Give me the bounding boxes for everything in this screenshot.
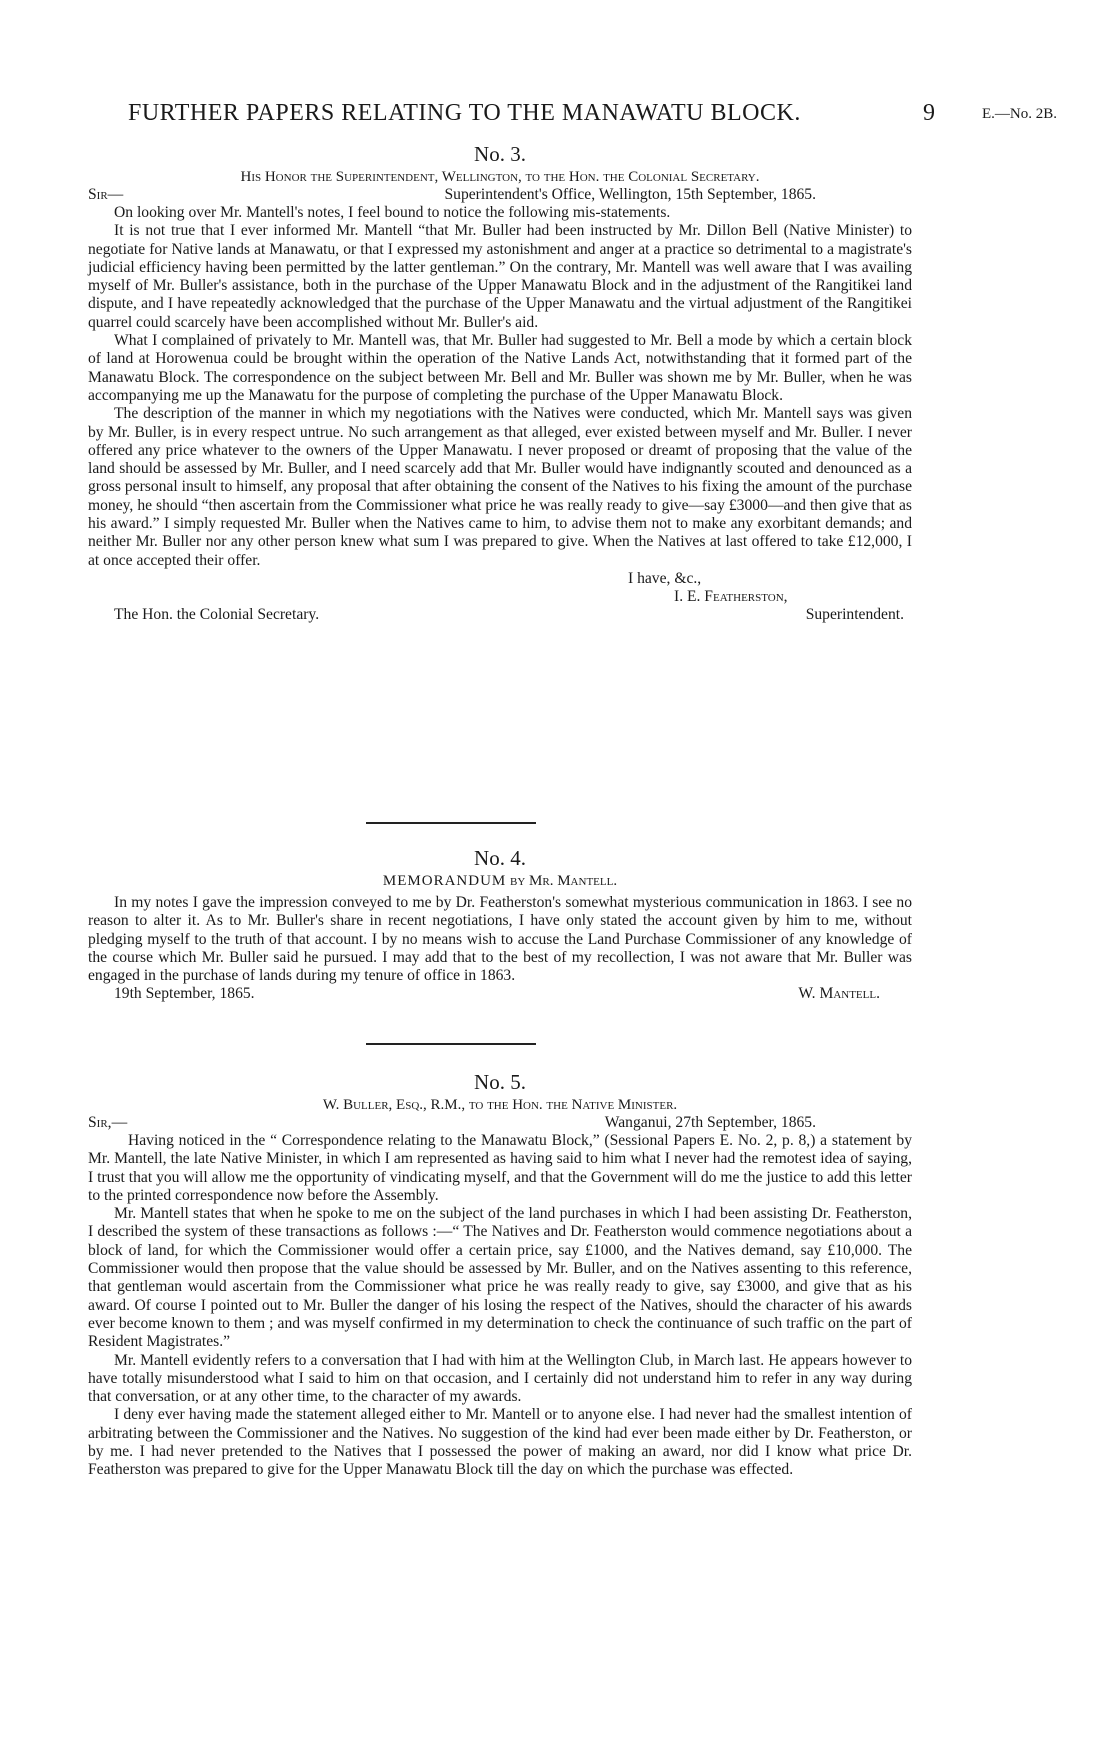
- paragraph: What I complained of privately to Mr. Mantell was, that Mr. Buller had suggested to Mr. Bell a mode by which a certain block of land at Horowenua could be brought within the operation of the Native Lands Act, notwithstanding that it formed part of the Manawatu Block. The correspondence on the subject between Mr. Bell and Mr. Buller was shown me by Mr. Buller, when he was accompanying me up the Manawatu for the purpose of completing the purchase of the Upper Manawatu Block.: [88, 332, 912, 404]
- paragraph: Mr. Mantell states that when he spoke to me on the subject of the land purchases in which I had been assisting Dr. Featherston, I described the system of these transactions as follows :—“ The Natives and Dr. Featherston would commence negotiations about a block of land, for which the Commissioner would offer a certain price, say £1000, and the Natives demand, say £10,000. The Commissioner would then propose that the value should be assessed by Mr. Buller, and on the Natives assenting to this reference, that gentleman would ascertain from the Commissioner what price he was really ready to give, say £3000, and give that as his award. Of course I pointed out to Mr. Buller the danger of his losing the respect of the Natives, should the character of his awards ever become known to them ; and was myself confirmed in my determination to check the continuance of such traffic on the part of Resident Magistrates.”: [88, 1205, 912, 1351]
- closing: I have, &c.,: [628, 569, 702, 587]
- salutation-row: [88, 186, 912, 204]
- signature: I. E. Featherston,: [674, 587, 788, 605]
- memo-date: 19th September, 1865.: [114, 985, 255, 1003]
- memo-heading-rest: by Mr. Mantell.: [510, 873, 618, 889]
- paragraph: In my notes I gave the impression conveyed to me by Dr. Featherston's somewhat mysterious communication in 1863. I see no reason to alter it. As to Mr. Buller's share in recent negotiations, I have only stated the account given by him to me, without pledging myself to the truth of that account. I by no means wish to accuse the Land Purchase Commissioner of any knowledge of the course which Mr. Buller said he pursued. I may add that to the best of my recollection, I was not aware that Mr. Buller was engaged in the purchase of lands during my tenure of office in 1863.: [88, 894, 912, 985]
- paragraph: It is not true that I ever informed Mr. Mantell “that Mr. Buller had been instructed by Mr. Dillon Bell (Native Minister) to negotiate for Native lands at Manawatu, or that I expressed my astonishment and anger at a practice so detrimental to a magistrate's judicial efficiency having been permitted by the latter gentleman.” On the contrary, Mr. Mantell was well aware that I was availing myself of Mr. Buller's assistance, both in the purchase of the Upper Manawatu Block and in the adjustment of the Rangitikei land dispute, and I have repeatedly acknowledged that the purchase of the Upper Manawatu and the virtual adjustment of the Rangitikei quarrel could scarcely have been accomplished without Mr. Buller's aid.: [88, 222, 912, 331]
- salutation: Sir—: [88, 186, 124, 203]
- date-signature-row: [88, 985, 912, 1003]
- section-number: No. 4.: [474, 846, 526, 870]
- paragraph: Mr. Mantell evidently refers to a conversation that I had with him at the Wellington Club, in March last. He appears however to have totally misunderstood what I said to him on that occasion, and I certainly did not understand him to refer in any way during that conversation, or at any other time, to the character of my awards.: [88, 1351, 912, 1406]
- page-number: 9: [923, 100, 935, 126]
- addressee: The Hon. the Colonial Secretary.: [114, 605, 320, 623]
- paragraph: Having noticed in the “ Correspondence relating to the Manawatu Block,” (Sessional Papers E. No. 2, p. 8,) a statement by Mr. Mantell, the late Native Minister, in which I am represented as having said to him what I never had the remotest idea of saying, I trust that you will allow me the opportunity of vindicating myself, and that the Government will do me the justice to add this letter to the printed correspondence now before the Assembly.: [88, 1132, 912, 1204]
- section-no-4: [88, 846, 912, 1003]
- letter-heading: W. Buller, Esq., R.M., to the Hon. the Native Minister.: [322, 1097, 678, 1113]
- section-no-5: [88, 1070, 912, 1480]
- signature-title: Superintendent.: [805, 605, 904, 623]
- section-no-3: [88, 142, 912, 624]
- salutation-row: [88, 1114, 912, 1132]
- salutation: Sir,—: [88, 1114, 128, 1131]
- dateline: Wanganui, 27th September, 1865.: [604, 1114, 816, 1131]
- addressee-row: [88, 606, 912, 624]
- section-number: No. 5.: [474, 1070, 526, 1094]
- paragraph: The description of the manner in which my negotiations with the Natives were conducted, which Mr. Mantell says was given by Mr. Buller, is in every respect untrue. No such arrangement as that alleged, ever existed between myself and Mr. Buller. I never offered any price whatever to the owners of the Upper Manawatu. I never proposed or dreamt of proposing that the value of the land should be assessed by Mr. Buller, and I need scarcely add that Mr. Buller would have indignantly scouted and denounced as a gross personal insult to himself, any proposal that after obtaining the consent of the Natives to his fixing the amount of the purchase money, he should “then ascertain from the Commissioner what price he was really ready to give—say £3000—and then give that as his award.” I simply requested Mr. Buller when the Natives came to him, to advise them not to make any exorbitant demands; and neither Mr. Buller nor any other person knew what sum I was prepared to give. When the Natives at last offered to take £12,000, I at once accepted their offer.: [88, 405, 912, 569]
- paragraph: I deny ever having made the statement alleged either to Mr. Mantell or to anyone else. I had never had the smallest intention of arbitrating between the Commissioner and the Natives. No suggestion of the kind had ever been made either by Dr. Featherston, or by me. I had never pretended to the Natives that I possessed the power of making an award, nor did I know what price Dr. Featherston was prepared to give for the Upper Manawatu Block till the day on which the purchase was effected.: [88, 1406, 912, 1479]
- dateline: Superintendent's Office, Wellington, 15th September, 1865.: [444, 186, 816, 203]
- document-code: E.—No. 2B.: [982, 106, 1057, 122]
- letter-heading: His Honor the Superintendent, Wellington, to the Hon. the Colonial Secretary.: [240, 169, 760, 185]
- divider-rule: [366, 1043, 536, 1045]
- memo-heading: [88, 872, 912, 890]
- divider-rule: [366, 822, 536, 824]
- section-number: No. 3.: [474, 142, 526, 166]
- memo-signature: W. Mantell.: [798, 985, 880, 1003]
- memo-heading-main: MEMORANDUM: [382, 873, 507, 889]
- paragraph: On looking over Mr. Mantell's notes, I feel bound to notice the following mis-statements.: [114, 204, 671, 221]
- running-header-title: FURTHER PAPERS RELATING TO THE MANAWATU BLOCK.: [128, 100, 801, 126]
